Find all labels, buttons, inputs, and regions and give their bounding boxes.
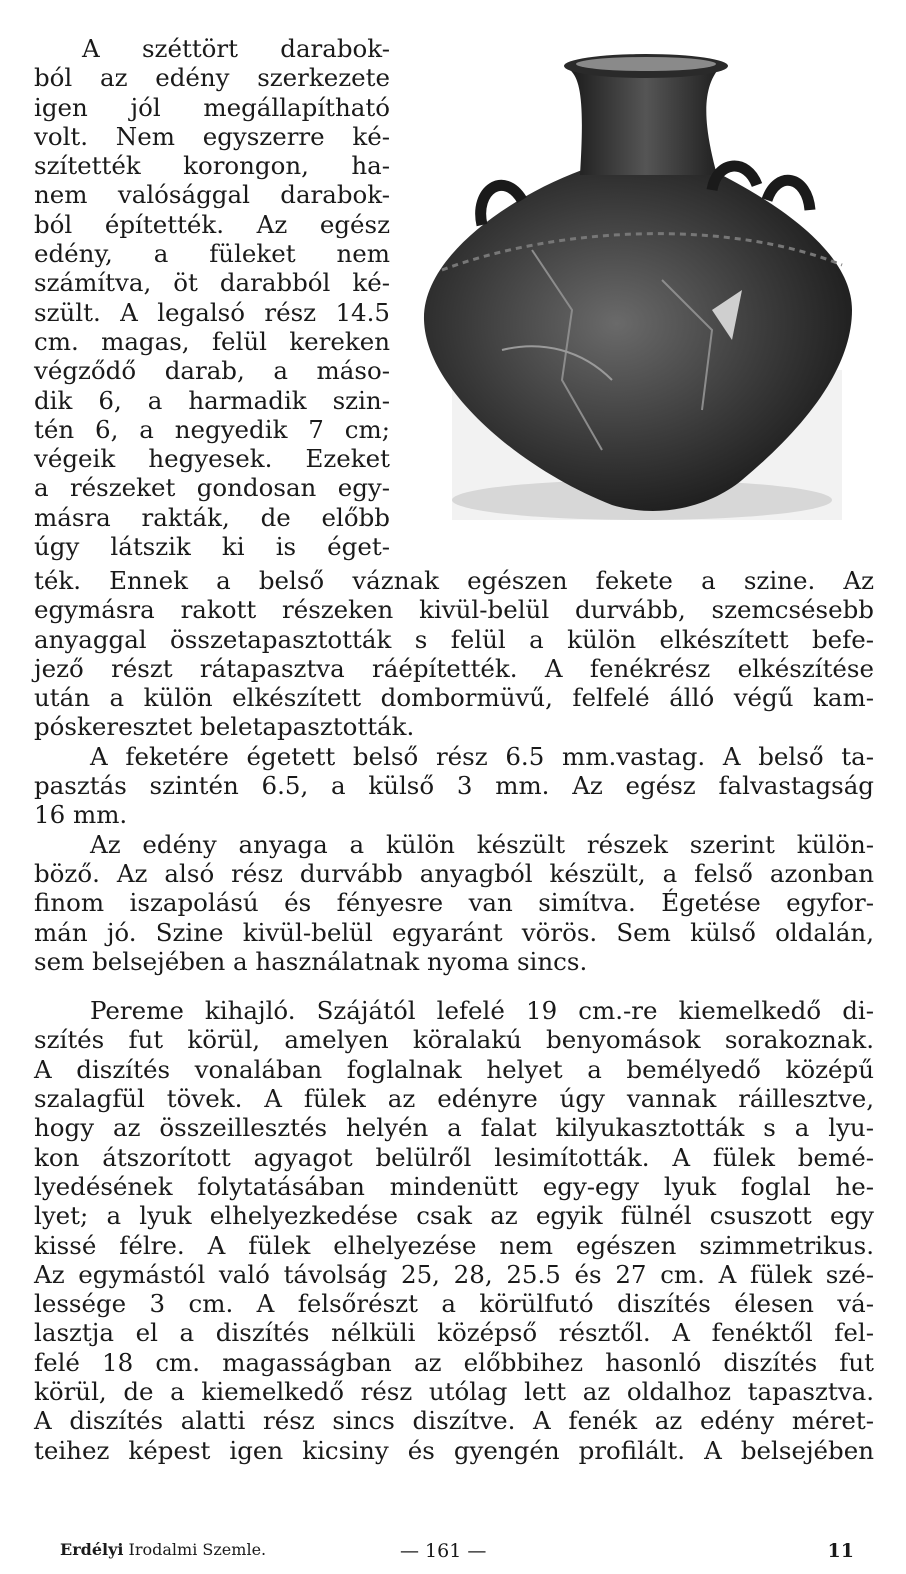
text-line: A diszítés vonalában foglalnak helyet a bemélyedő középű (34, 1054, 874, 1084)
text-line: lyet; a lyuk elhelyezkedése csak az egyik fülnél csuszott egy (34, 1201, 874, 1231)
text-line: szítették korongon, ha- (34, 151, 390, 181)
paragraph-2 (34, 742, 874, 830)
text-line: anyaggal összetapasztották s felül a külön elkészített befe- (34, 624, 874, 654)
paragraph-1 (34, 566, 874, 742)
text-line: mán jó. Szine kivül-belül egyaránt vörös. Sem külső oldalán, (34, 917, 874, 947)
vessel-illustration (412, 50, 882, 528)
text-line: szítés fut körül, amelyen köralakú benyomások sorakoznak. (34, 1025, 874, 1055)
page-number: — 161 — (400, 1540, 487, 1562)
text-line: ból az edény szerkezete (34, 63, 390, 93)
page-footer (60, 1540, 860, 1564)
text-line: hogy az összeillesztés helyén a falat kilyukasztották s a lyu- (34, 1113, 874, 1143)
sheet-number: 11 (827, 1540, 854, 1562)
text-line: körül, de a kiemelkedő rész utólag lett az oldalhoz tapasztva. (34, 1377, 874, 1407)
paragraph-3 (34, 830, 874, 976)
vessel-photograph (412, 50, 882, 528)
journal-title-bold: Erdélyi (60, 1540, 124, 1559)
text-line: cm. magas, felül kereken (34, 326, 390, 356)
text-line: lyedésének folytatásában mindenütt egy-egy lyuk foglal he- (34, 1171, 874, 1201)
text-line: igen jól megállapítható (34, 92, 390, 122)
text-line: Az egymástól való távolság 25, 28, 25.5 és 27 cm. A fülek szé- (34, 1259, 874, 1289)
text-line: számítva, öt darabból ké- (34, 268, 390, 298)
left-column-text (34, 34, 390, 561)
paragraph-4 (34, 996, 874, 1465)
text-line: jező részt rátapasztva ráépítették. A fenékrész elkészítése (34, 653, 874, 683)
journal-title (60, 1540, 266, 1559)
text-line: Pereme kihajló. Szájától lefelé 19 cm.-re kiemelkedő di- (90, 996, 874, 1026)
text-line: A diszítés alatti rész sincs diszítve. A fenék az edény méret- (34, 1406, 874, 1436)
text-line: finom iszapolású és fényesre van simítva. Égetése egyfor- (34, 888, 874, 918)
text-line: végeik hegyesek. Ezeket (34, 444, 390, 474)
main-text (34, 566, 874, 1465)
text-line: egymásra rakott részeken kivül-belül durvább, szemcsésebb (34, 595, 874, 625)
text-line: kon átszorított agyagot belülről lesimították. A fülek bemé- (34, 1142, 874, 1172)
paragraph-gap (34, 976, 874, 996)
text-line: után a külön elkészített dombormüvű, felfelé álló végű kam- (34, 683, 874, 713)
text-line: a részeket gondosan egy- (34, 473, 390, 503)
text-line: másra rakták, de előbb (34, 502, 390, 532)
text-line: úgy látszik ki is éget- (34, 532, 390, 562)
text-line: sem belsejében a használatnak nyoma sincs. (34, 946, 588, 976)
journal-title-rest: Irodalmi Szemle. (123, 1540, 267, 1559)
text-line: végződő darab, a máso- (34, 356, 390, 386)
text-line: pasztás szintén 6.5, a külső 3 mm. Az egész falvastagság (34, 771, 874, 801)
text-line: teihez képest igen kicsiny és gyengén profilált. A belsejében (34, 1435, 874, 1465)
text-line: szalagfül tövek. A fülek az edényre úgy vannak ráillesztve, (34, 1084, 874, 1114)
text-line: felé 18 cm. magasságban az előbbihez hasonló diszítés fut (34, 1347, 874, 1377)
text-line: edény, a füleket nem (34, 239, 390, 269)
text-line: ból építették. Az egész (34, 209, 390, 239)
text-line: 16 mm. (34, 800, 128, 830)
text-line: A széttört darabok- (82, 34, 390, 63)
text-line: Az edény anyaga a külön készült részek szerint külön- (90, 829, 874, 859)
text-line: tén 6, a negyedik 7 cm; (34, 414, 390, 444)
text-line: szült. A legalsó rész 14.5 (34, 297, 390, 327)
text-line: nem valósággal darabok- (34, 180, 390, 210)
text-line: lessége 3 cm. A felsőrészt a körülfutó diszítés élesen vá- (34, 1289, 874, 1319)
text-line: ték. Ennek a belső váznak egészen fekete a szine. Az (34, 566, 874, 595)
text-line: dik 6, a harmadik szin- (34, 385, 390, 415)
text-line: volt. Nem egyszerre ké- (34, 121, 390, 151)
text-line: kissé félre. A fülek elhelyezése nem egészen szimmetrikus. (34, 1230, 874, 1260)
text-line: lasztja el a diszítés nélküli középső résztől. A fenéktől fel- (34, 1318, 874, 1348)
text-line: A feketére égetett belső rész 6.5 mm.vastag. A belső ta- (90, 741, 874, 771)
text-line: póskeresztet beletapasztották. (34, 712, 415, 742)
text-line: böző. Az alsó rész durvább anyagból készült, a felső azonban (34, 858, 874, 888)
